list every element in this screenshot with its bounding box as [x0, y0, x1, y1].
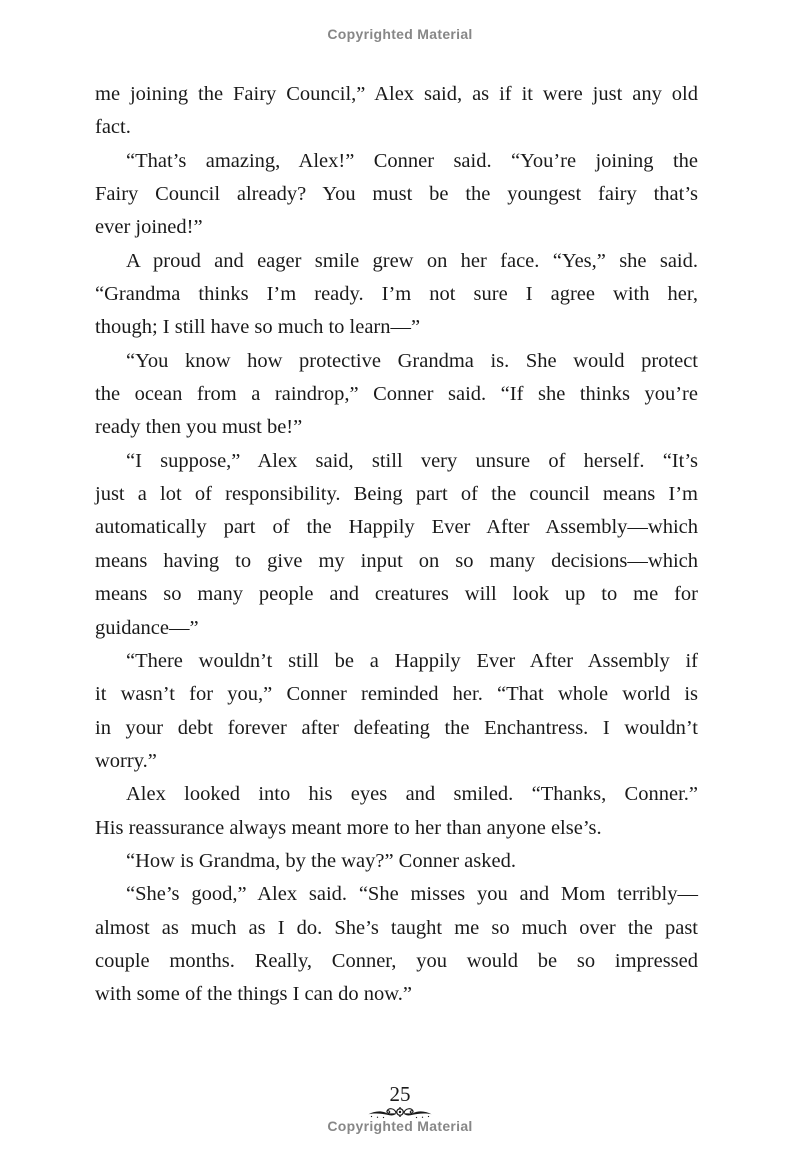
text-line: A proud and eager smile grew on her face. “Yes,” she said. [126, 249, 698, 272]
page-number: 25 [389, 1082, 411, 1106]
text-line: ever joined!” [95, 216, 203, 239]
copyright-notice-top: Copyrighted Material [327, 26, 473, 42]
text-line: Alex looked into his eyes and smiled. “Thanks, Conner.” [126, 783, 698, 806]
text-line: almost as much as I do. She’s taught me so much over the past [95, 916, 698, 939]
text-line: though; I still have so much to learn—” [95, 316, 421, 339]
text-line: “That’s amazing, Alex!” Conner said. “You’re joining the [126, 149, 698, 172]
text-line: His reassurance always meant more to her than anyone else’s. [95, 816, 602, 839]
text-line: worry.” [95, 749, 157, 772]
text-line: guidance—” [95, 616, 199, 639]
text-line: “You know how protective Grandma is. She would protect [126, 349, 698, 372]
text-line: just a lot of responsibility. Being part of the council means I’m [95, 483, 698, 506]
text-line: in your debt forever after defeating the Enchantress. I wouldn’t [95, 716, 698, 739]
text-line: “How is Grandma, by the way?” Conner asked. [126, 849, 516, 872]
copyright-notice-bottom: Copyrighted Material [327, 1118, 473, 1134]
text-line: automatically part of the Happily Ever After Assembly—which [95, 516, 698, 539]
text-line: “I suppose,” Alex said, still very unsure of herself. “It’s [126, 449, 698, 472]
text-line: means having to give my input on so many decisions—which [95, 549, 698, 572]
body-text [95, 78, 698, 1012]
text-line: couple months. Really, Conner, you would be so impressed [95, 949, 698, 972]
text-line: “There wouldn’t still be a Happily Ever After Assembly if [126, 649, 698, 672]
text-line: it wasn’t for you,” Conner reminded her. “That whole world is [95, 683, 698, 706]
text-line: Fairy Council already? You must be the youngest fairy that’s [95, 183, 698, 206]
text-line: “She’s good,” Alex said. “She misses you and Mom terribly— [126, 883, 698, 906]
text-line: means so many people and creatures will look up to me for [95, 583, 698, 606]
text-line: “Grandma thinks I’m ready. I’m not sure I agree with her, [95, 283, 698, 306]
text-line: fact. [95, 116, 131, 139]
text-line: me joining the Fairy Council,” Alex said, as if it were just any old [95, 83, 698, 105]
text-line: the ocean from a raindrop,” Conner said. “If she thinks you’re [95, 383, 698, 406]
text-line: with some of the things I can do now.” [95, 983, 412, 1006]
text-line: ready then you must be!” [95, 416, 303, 439]
